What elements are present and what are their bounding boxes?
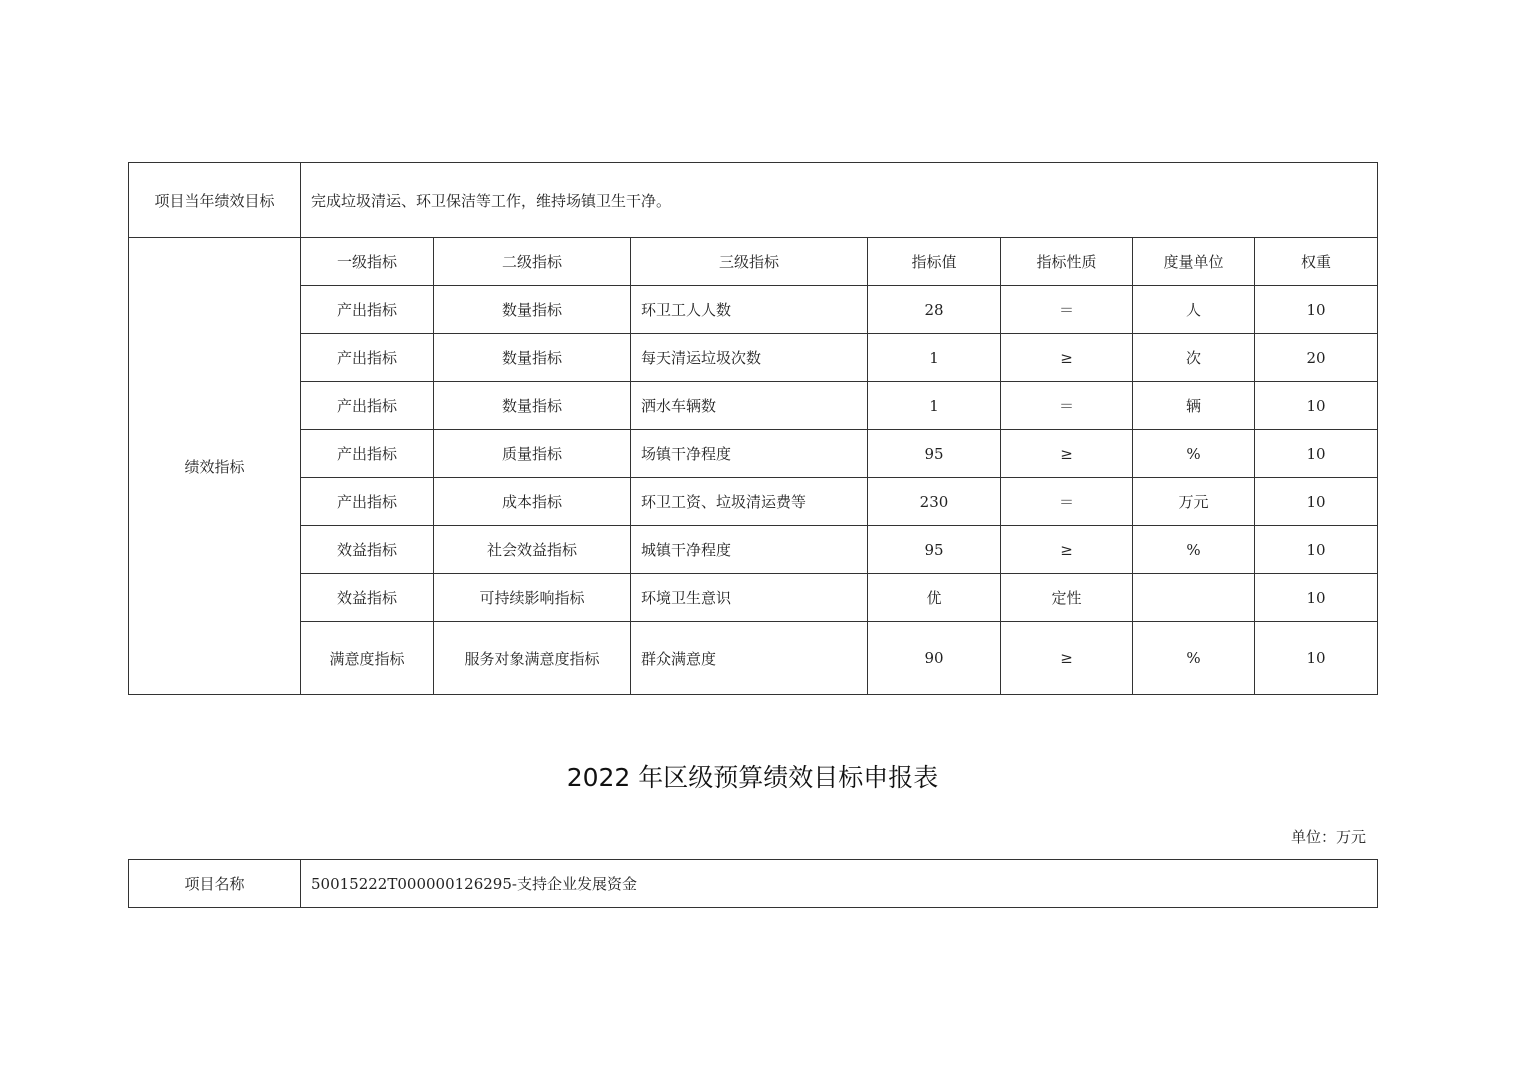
cell-nature: ≥ xyxy=(1001,526,1133,574)
cell-value: 1 xyxy=(868,334,1001,382)
header-row xyxy=(129,238,1378,286)
cell-weight: 10 xyxy=(1255,478,1378,526)
cell-weight: 10 xyxy=(1255,382,1378,430)
goal-text: 完成垃圾清运、环卫保洁等工作，维持场镇卫生干净。 xyxy=(301,163,1378,238)
cell-level2: 质量指标 xyxy=(434,430,631,478)
cell-weight: 10 xyxy=(1255,622,1378,695)
cell-nature: 定性 xyxy=(1001,574,1133,622)
cell-unit xyxy=(1133,574,1255,622)
cell-nature: ≥ xyxy=(1001,622,1133,695)
cell-weight: 10 xyxy=(1255,286,1378,334)
table-row xyxy=(129,478,1378,526)
cell-value: 1 xyxy=(868,382,1001,430)
unit-label: 单位：万元 xyxy=(1290,828,1366,846)
cell-level3: 洒水车辆数 xyxy=(631,382,868,430)
goal-row xyxy=(129,163,1378,238)
cell-weight: 10 xyxy=(1255,526,1378,574)
cell-level3: 群众满意度 xyxy=(631,622,868,695)
cell-value: 95 xyxy=(868,430,1001,478)
header-nature: 指标性质 xyxy=(1001,238,1133,286)
table-row xyxy=(129,382,1378,430)
table-row xyxy=(129,574,1378,622)
project-name-table xyxy=(128,859,1378,908)
cell-nature: ＝ xyxy=(1001,478,1133,526)
cell-level1: 效益指标 xyxy=(301,574,434,622)
header-unit: 度量单位 xyxy=(1133,238,1255,286)
cell-level3: 环卫工资、垃圾清运费等 xyxy=(631,478,868,526)
cell-unit: 万元 xyxy=(1133,478,1255,526)
cell-level1: 产出指标 xyxy=(301,430,434,478)
cell-value: 230 xyxy=(868,478,1001,526)
cell-nature: ＝ xyxy=(1001,382,1133,430)
cell-unit: 次 xyxy=(1133,334,1255,382)
cell-nature: ≥ xyxy=(1001,334,1133,382)
cell-level3: 每天清运垃圾次数 xyxy=(631,334,868,382)
header-level1: 一级指标 xyxy=(301,238,434,286)
cell-level2: 数量指标 xyxy=(434,286,631,334)
cell-level1: 产出指标 xyxy=(301,478,434,526)
header-level3: 三级指标 xyxy=(631,238,868,286)
cell-unit: % xyxy=(1133,526,1255,574)
cell-value: 90 xyxy=(868,622,1001,695)
project-name-value: 50015222T000000126295-支持企业发展资金 xyxy=(301,860,1378,908)
cell-level1: 效益指标 xyxy=(301,526,434,574)
project-name-row xyxy=(129,860,1378,908)
cell-level1: 产出指标 xyxy=(301,286,434,334)
cell-unit: 人 xyxy=(1133,286,1255,334)
performance-table xyxy=(128,162,1378,695)
table-row xyxy=(129,286,1378,334)
cell-level1: 产出指标 xyxy=(301,382,434,430)
cell-level2: 数量指标 xyxy=(434,382,631,430)
cell-level3: 城镇干净程度 xyxy=(631,526,868,574)
header-value: 指标值 xyxy=(868,238,1001,286)
table-row xyxy=(129,430,1378,478)
header-level2: 二级指标 xyxy=(434,238,631,286)
cell-level1: 满意度指标 xyxy=(301,622,434,695)
table-row xyxy=(129,334,1378,382)
cell-level3: 环境卫生意识 xyxy=(631,574,868,622)
table-row xyxy=(129,526,1378,574)
cell-nature: ≥ xyxy=(1001,430,1133,478)
cell-level3: 环卫工人人数 xyxy=(631,286,868,334)
header-weight: 权重 xyxy=(1255,238,1378,286)
cell-nature: ＝ xyxy=(1001,286,1133,334)
cell-weight: 10 xyxy=(1255,574,1378,622)
cell-value: 优 xyxy=(868,574,1001,622)
cell-unit: % xyxy=(1133,622,1255,695)
indicator-label: 绩效指标 xyxy=(129,238,301,695)
cell-level2: 服务对象满意度指标 xyxy=(434,622,631,695)
cell-unit: % xyxy=(1133,430,1255,478)
cell-value: 95 xyxy=(868,526,1001,574)
cell-level1: 产出指标 xyxy=(301,334,434,382)
cell-level2: 可持续影响指标 xyxy=(434,574,631,622)
cell-level3: 场镇干净程度 xyxy=(631,430,868,478)
cell-level2: 数量指标 xyxy=(434,334,631,382)
report-title: 2022 年区级预算绩效目标申报表 xyxy=(566,763,939,792)
cell-level2: 成本指标 xyxy=(434,478,631,526)
project-name-label: 项目名称 xyxy=(129,860,301,908)
goal-label: 项目当年绩效目标 xyxy=(129,163,301,238)
cell-unit: 辆 xyxy=(1133,382,1255,430)
cell-value: 28 xyxy=(868,286,1001,334)
table-row xyxy=(129,622,1378,695)
cell-weight: 20 xyxy=(1255,334,1378,382)
cell-weight: 10 xyxy=(1255,430,1378,478)
cell-level2: 社会效益指标 xyxy=(434,526,631,574)
